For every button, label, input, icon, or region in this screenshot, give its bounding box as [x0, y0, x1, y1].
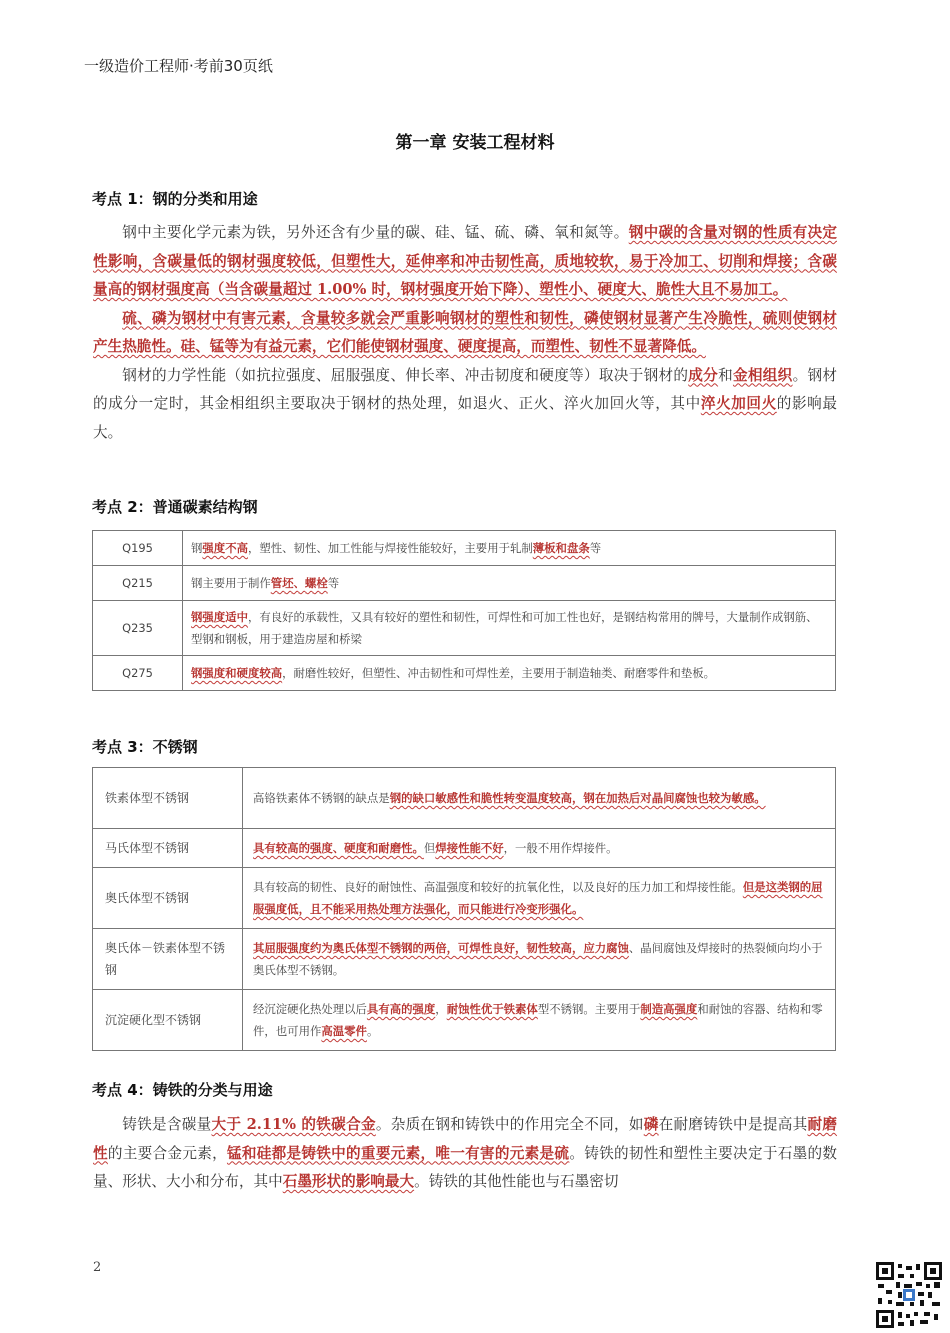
body-text: 的影响最大。: [93, 395, 837, 441]
table-row: [93, 868, 836, 929]
desc-cell: [243, 990, 836, 1051]
carbon-steel-table: [92, 530, 836, 691]
highlight-text: 具有较高的强度、硬度和耐磨性。: [253, 841, 424, 855]
body-text: 等: [327, 576, 340, 590]
highlight-text: 大于 2.11% 的铁碳合金: [211, 1116, 376, 1133]
table-row: [93, 929, 836, 990]
desc-cell: [183, 566, 836, 601]
body-text: 等: [589, 541, 602, 555]
highlight-text: 钢强度适中: [191, 610, 248, 624]
body-text: 。铸铁的其他性能也与石墨密切: [414, 1173, 619, 1190]
highlight-text: 金相组织: [732, 366, 793, 384]
body-text: 经沉淀硬化热处理以后: [253, 1002, 367, 1016]
table-row: [93, 531, 836, 566]
body-text: 但: [423, 841, 436, 855]
highlight-text: 石墨形状的影响最大: [282, 1173, 415, 1190]
table-row: [93, 566, 836, 601]
highlight-text: 薄板和盘条: [532, 541, 590, 555]
body-text: 。铸铁的韧性和塑性主要决定于石墨的数量、形状、大小和分布，其中: [93, 1144, 837, 1190]
highlight-text: 锰和硅都是铸铁中的重要元素，唯一有害的元素是硫: [226, 1144, 570, 1162]
desc-cell: [183, 531, 836, 566]
highlight-text: 磷: [643, 1116, 659, 1133]
highlight-text: 耐磨性: [93, 1116, 837, 1162]
body-text: 。杂质在钢和铸铁中的作用完全不同，如: [375, 1116, 644, 1133]
body-text: 具有较高的韧性、良好的耐蚀性、高温强度和较好的抗氧化性，以及良好的压力加工和焊接性能。: [253, 880, 743, 894]
type-cell: 沉淀硬化型不锈钢: [93, 990, 243, 1051]
body-text: 。: [366, 1024, 379, 1038]
body-text: ，有良好的承载性，又具有较好的塑性和韧性，可焊性和可加工性也好，是钢结构常用的牌号，大量制作成钢筋、型钢和钢板，用于建造房屋和桥梁: [191, 610, 818, 646]
highlight-text: 制造高强度: [640, 1002, 698, 1016]
kp1-paragraph-2: [93, 305, 837, 362]
body-text: 。钢材的成分一定时，其金相组织主要取决于钢材的热处理，如退火、正火、淬火加回火等，其中: [93, 366, 837, 412]
desc-cell: [243, 868, 836, 929]
grade-cell: Q275: [93, 656, 183, 691]
highlight-text: 管坯、螺栓: [270, 576, 328, 590]
qr-code-icon: [876, 1262, 942, 1328]
body-text: 钢中主要化学元素为铁，另外还含有少量的碳、硅、锰、硫、磷、氧和氮等。: [122, 224, 629, 241]
chapter-title: 第一章 安装工程材料: [395, 133, 555, 153]
highlight-text: 硫、磷为钢材中有害元素，含量较多就会严重影响钢材的塑性和韧性，磷使钢材显著产生冷脆性，硫则使钢材产生热脆性。硅、锰等为有益元素，它们能使钢材强度、硬度提高，而塑性、韧性不显著降低。: [93, 309, 837, 355]
grade-cell: Q235: [93, 601, 183, 656]
highlight-text: 成分: [688, 366, 719, 384]
grade-cell: Q215: [93, 566, 183, 601]
type-cell: 奥氏体型不锈钢: [93, 868, 243, 929]
highlight-text: 强度不高: [202, 541, 248, 555]
highlight-text: 钢强度和硬度较高: [191, 666, 283, 680]
body-text: 钢: [191, 541, 203, 555]
kp4-paragraph-1: [93, 1111, 837, 1197]
body-text: ，塑性、韧性、加工性能与焊接性能较好，主要用于轧制: [247, 541, 533, 555]
stainless-steel-table: [92, 767, 836, 1051]
kp3-title: 考点 3：不锈钢: [92, 738, 198, 756]
table-row: [93, 656, 836, 691]
body-text: 型不锈钢。主要用于: [537, 1002, 641, 1016]
desc-cell: [183, 601, 836, 656]
type-cell: 铁素体型不锈钢: [93, 768, 243, 829]
page-number: 2: [93, 1260, 102, 1275]
desc-cell: [243, 829, 836, 868]
table-row: [93, 601, 836, 656]
desc-cell: [243, 768, 836, 829]
highlight-text: 焊接性能不好: [435, 841, 504, 855]
body-text: 、晶间腐蚀及焊接时的热裂倾向均小于奥氏体型不锈钢。: [253, 941, 823, 977]
kp4-body: [93, 1111, 837, 1197]
body-text: ，一般不用作焊接件。: [503, 841, 618, 855]
body-text: 高铬铁素体不锈钢的缺点是: [253, 791, 390, 805]
highlight-text: 淬火加回火: [700, 395, 777, 412]
highlight-text: 高温零件: [321, 1024, 367, 1038]
grade-cell: Q195: [93, 531, 183, 566]
desc-cell: [243, 929, 836, 990]
highlight-text: 耐蚀性优于铁素体: [446, 1002, 538, 1016]
table-row: [93, 990, 836, 1051]
running-header: 一级造价工程师·考前30页纸: [84, 57, 273, 75]
body-text: 钢材的力学性能（如抗拉强度、屈服强度、伸长率、冲击韧度和硬度等）取决于钢材的: [122, 366, 689, 384]
kp1-paragraph-3: [93, 362, 837, 448]
kp1-title: 考点 1：钢的分类和用途: [92, 190, 258, 208]
body-text: ，耐磨性较好，但塑性、冲击韧性和可焊性差，主要用于制造轴类、耐磨零件和垫板。: [282, 666, 715, 680]
highlight-text: 钢中碳的含量对钢的性质有决定性影响，含碳量低的钢材强度较低，但塑性大，延伸率和冲击韧性高，质地较软，易于冷加工、切削和焊接；含碳量高的钢材强度高（当含碳量超过 1.00% 时，钢材强度开始下降）、塑性小、硬度大、脆性大且不易加工。: [93, 224, 837, 298]
body-text: 钢主要用于制作: [191, 576, 271, 590]
body-text: 和耐蚀的容器、结构和零件，也可用作: [253, 1002, 823, 1038]
body-text: 和: [718, 366, 733, 384]
highlight-text: 但是这类钢的屈服强度低，且不能采用热处理方法强化，而只能进行冷变形强化。: [253, 880, 823, 916]
highlight-text: 钢的缺口敏感性和脆性转变温度较高，钢在加热后对晶间腐蚀也较为敏感。: [389, 791, 766, 805]
type-cell: 奥氏体－铁素体型不锈钢: [93, 929, 243, 990]
body-text: 的主要合金元素，: [107, 1144, 227, 1162]
body-text: ，: [435, 1002, 447, 1016]
body-text: 在耐磨铸铁中是提高其: [658, 1116, 808, 1133]
kp1-body: [93, 219, 837, 447]
highlight-text: 其屈服强度约为奥氏体型不锈钢的两倍，可焊性良好，韧性较高，应力腐蚀: [253, 941, 629, 955]
kp2-title: 考点 2：普通碳素结构钢: [92, 498, 258, 516]
highlight-text: 具有高的强度: [366, 1002, 436, 1016]
body-text: 铸铁是含碳量: [122, 1116, 212, 1133]
type-cell: 马氏体型不锈钢: [93, 829, 243, 868]
kp1-paragraph-1: [93, 219, 837, 305]
table-row: [93, 768, 836, 829]
desc-cell: [183, 656, 836, 691]
kp4-title: 考点 4：铸铁的分类与用途: [92, 1081, 273, 1099]
table-row: [93, 829, 836, 868]
